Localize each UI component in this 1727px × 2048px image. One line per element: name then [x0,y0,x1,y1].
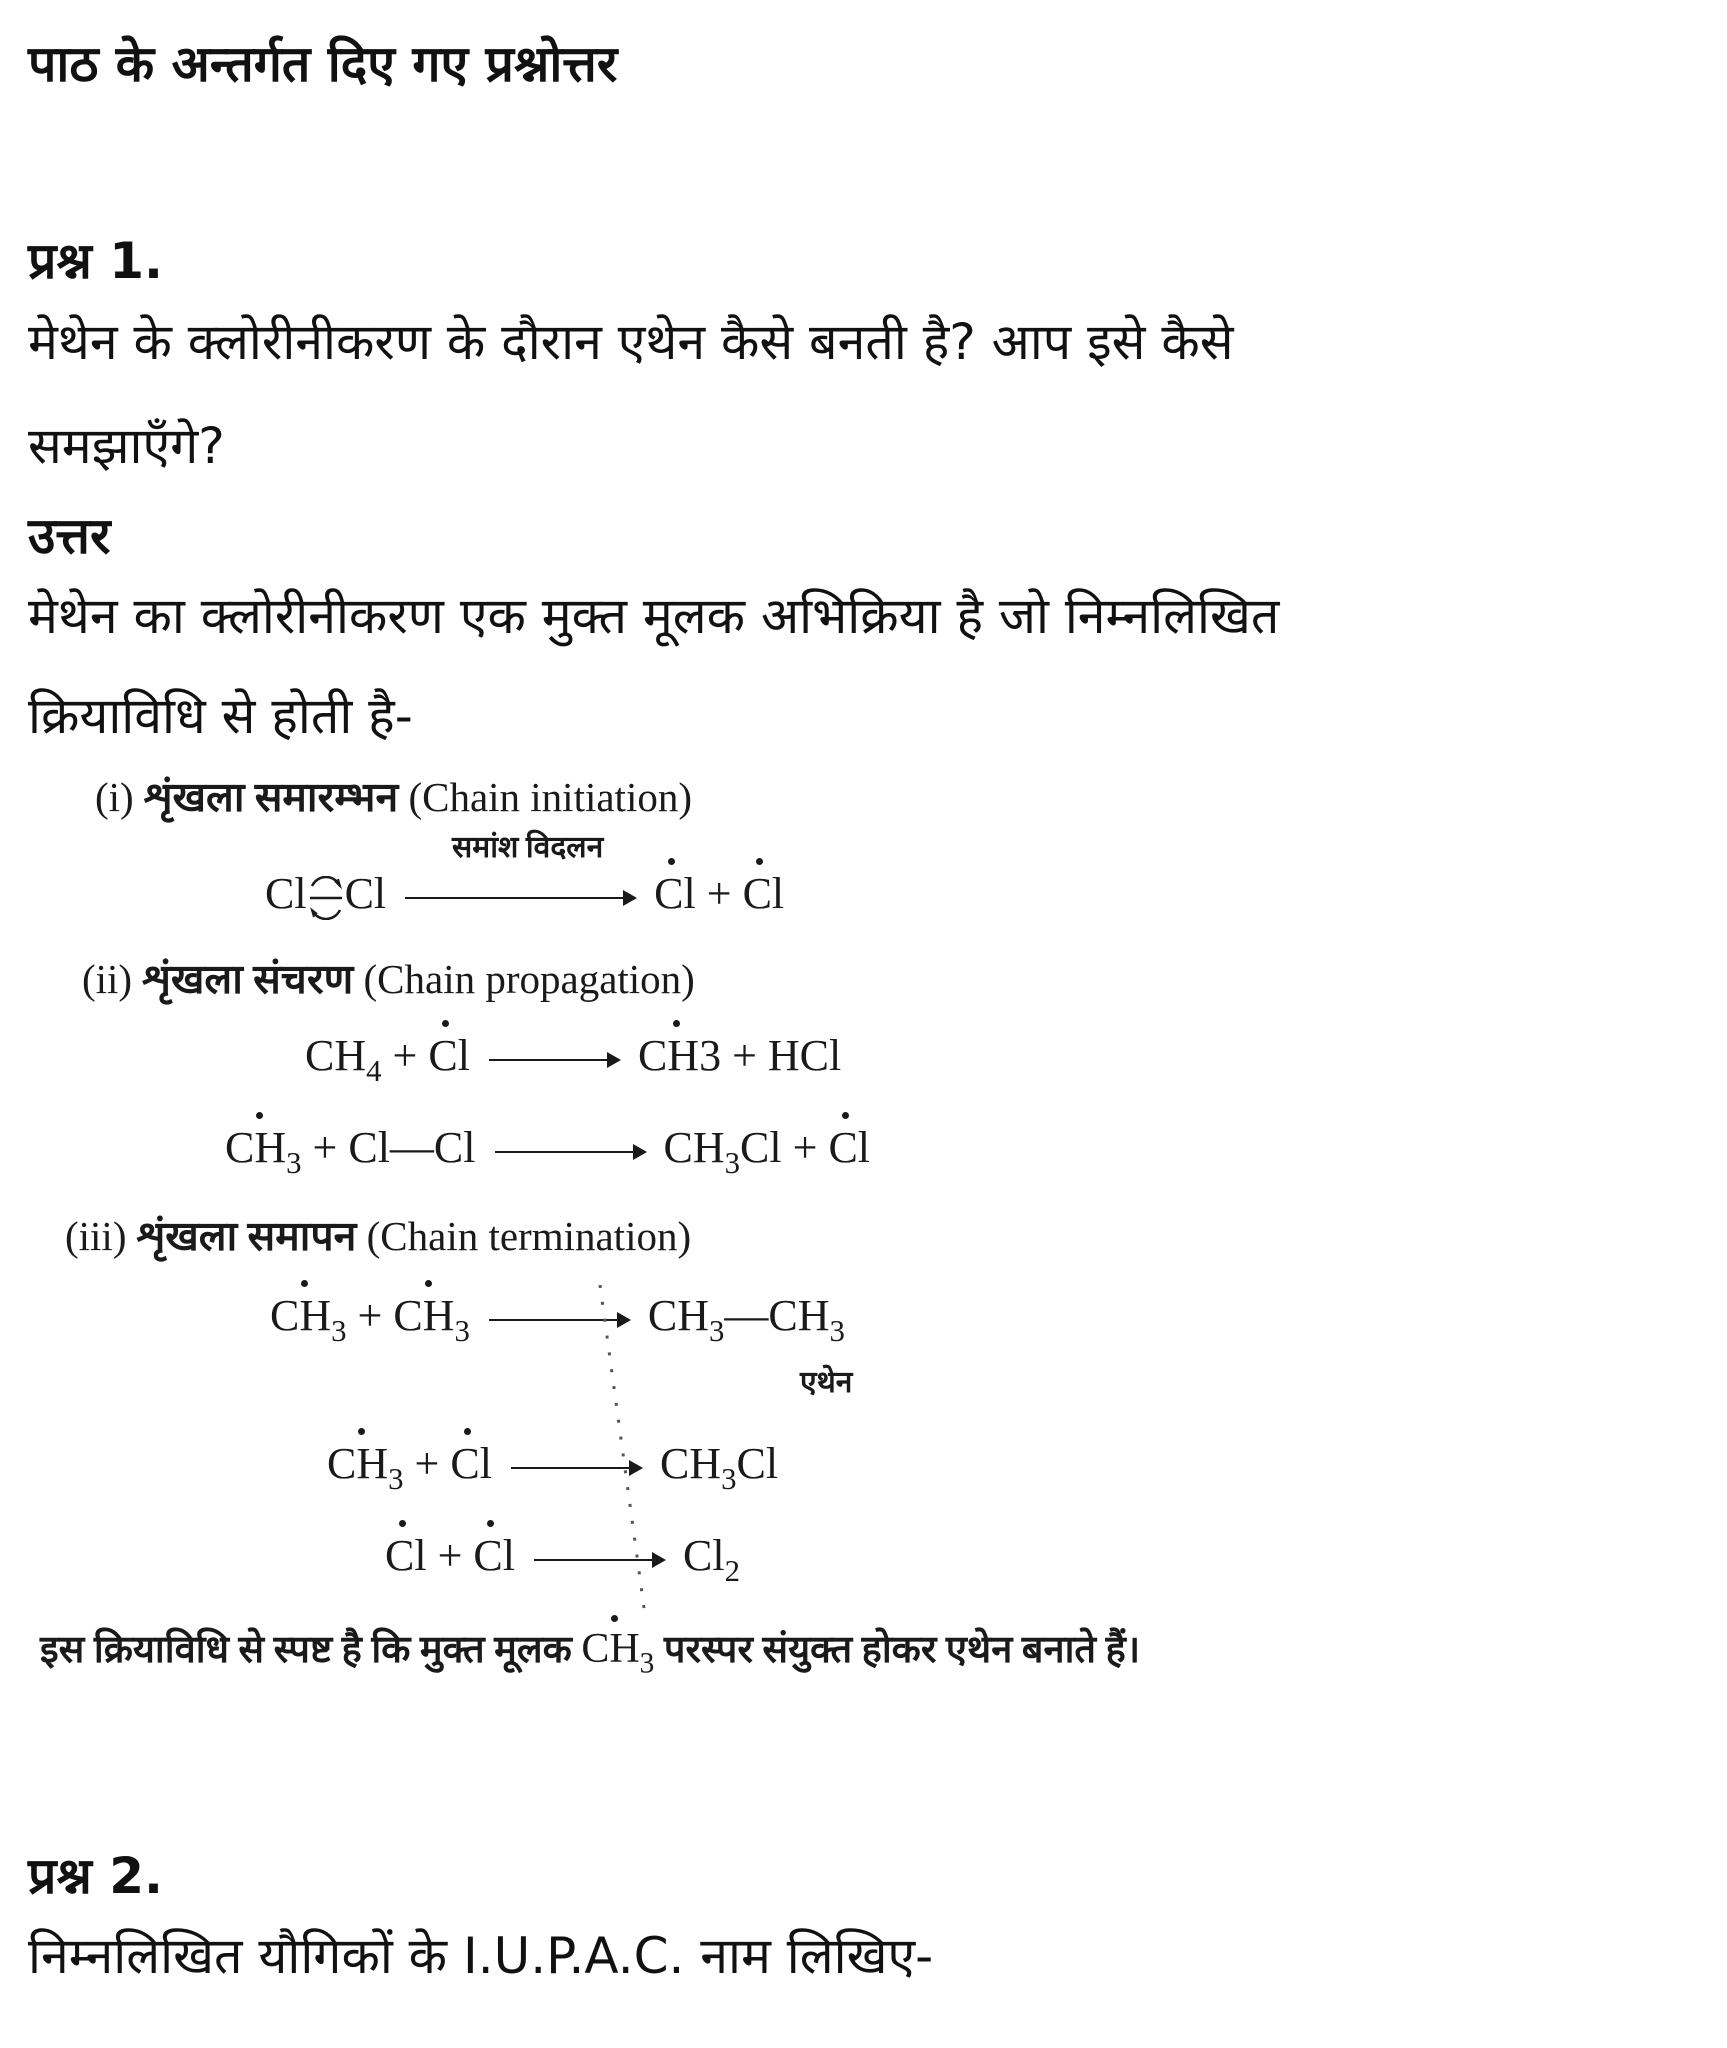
reaction-arrow-icon [489,1059,619,1061]
question-2-label: प्रश्न 2. [28,1847,163,1905]
conclusion-text-end: परस्पर संयुक्त होकर एथेन बनाते हैं। [663,1629,1141,1671]
termination-equation-3 [385,1530,740,1588]
methyl-radical: $CH_3$ [225,1123,302,1180]
page-title: पाठ के अन्तर्गत दिए गए प्रश्नोत्तर [28,35,618,93]
reactant-cl-2: Cl [344,869,387,918]
cl-radical: Cl [385,1531,427,1580]
step-3-heading [65,1207,691,1263]
plus-sign: + [392,1031,418,1080]
homolytic-fission-label: समांश विदलन [452,831,604,864]
propagation-equation-2 [225,1122,871,1180]
plus-sign: + [357,1291,383,1340]
step-3-english-title: (Chain termination) [366,1213,692,1259]
cl-radical: Cl [654,869,696,918]
answer-1-label: उत्तर [28,507,111,565]
step-1-hindi-title: शृंखला समारम्भन [143,774,399,820]
question-1-text-line2: समझाएँगे? [28,417,225,475]
step-1-number: (i) [95,774,134,820]
ethane-label: एथेन [800,1366,853,1399]
step-3-number: (iii) [65,1213,127,1259]
plus-sign: + [414,1439,440,1488]
chloromethane: $CH_3Cl$ [659,1439,779,1496]
chlorine-molecule: Cl—Cl [348,1123,476,1172]
reaction-arrow-icon [405,897,635,899]
answer-1-text-line2: क्रियाविधि से होती है- [28,687,413,745]
step-2-heading [82,950,695,1006]
cl-radical: Cl [473,1531,515,1580]
conclusion-text-start: इस क्रियाविधि से स्पष्ट है कि मुक्त मूलक [40,1629,572,1671]
question-2-text: निम्नलिखित यौगिकों के I.U.P.A.C. नाम लिखिए- [28,1927,934,1985]
plus-sign: + [732,1031,757,1080]
scan-dotted-line [590,1285,650,1625]
chloromethane: $CH_3Cl$ [663,1123,782,1180]
methyl-radical: $CH_3$ [270,1291,347,1348]
question-1-label: प्रश्न 1. [28,232,163,290]
propagation-equation-1 [305,1030,842,1088]
hcl: HCl [767,1031,842,1080]
initiation-equation [265,868,784,920]
cl-radical: Cl [828,1123,871,1172]
cl-radical: Cl [428,1031,470,1080]
step-1-heading [95,768,692,824]
bond-cleavage-arrows-icon [308,876,344,920]
methyl-radical: $CH_3$ [581,1626,655,1680]
step-1-english-title: (Chain initiation) [408,774,692,820]
methane: $CH_4$ [305,1031,382,1088]
chlorine-molecule: $Cl_2$ [682,1531,740,1588]
step-3-hindi-title: शृंखला समापन [136,1213,357,1259]
plus-sign: + [312,1123,338,1172]
answer-1-text-line1: मेथेन का क्लोरीनीकरण एक मुक्त मूलक अभिक्रिया है जो निम्नलिखित [28,587,1280,645]
ethane: $CH_3—CH_3$ [647,1291,845,1348]
mechanism-conclusion [40,1622,1141,1680]
methyl-radical: $CH_3$ [327,1439,404,1496]
plus-sign: + [792,1123,818,1172]
question-1-text-line1: मेथेन के क्लोरीनीकरण के दौरान एथेन कैसे बनती है? आप इसे कैसे [28,313,1234,371]
reaction-arrow-icon [495,1151,645,1153]
cl-radical: Cl [450,1439,492,1488]
termination-equation-2 [327,1438,779,1496]
reactant-cl-1: Cl [265,869,307,918]
step-2-hindi-title: शृंखला संचरण [142,956,354,1002]
step-2-number: (ii) [82,956,133,1002]
cl-radical: Cl [742,869,785,918]
plus-sign: + [706,869,732,918]
step-2-english-title: (Chain propagation) [363,956,695,1002]
methyl-radical: CH3 [637,1031,722,1080]
plus-sign: + [437,1531,463,1580]
termination-equation-1 [270,1290,845,1348]
methyl-radical: $CH_3$ [393,1291,470,1348]
